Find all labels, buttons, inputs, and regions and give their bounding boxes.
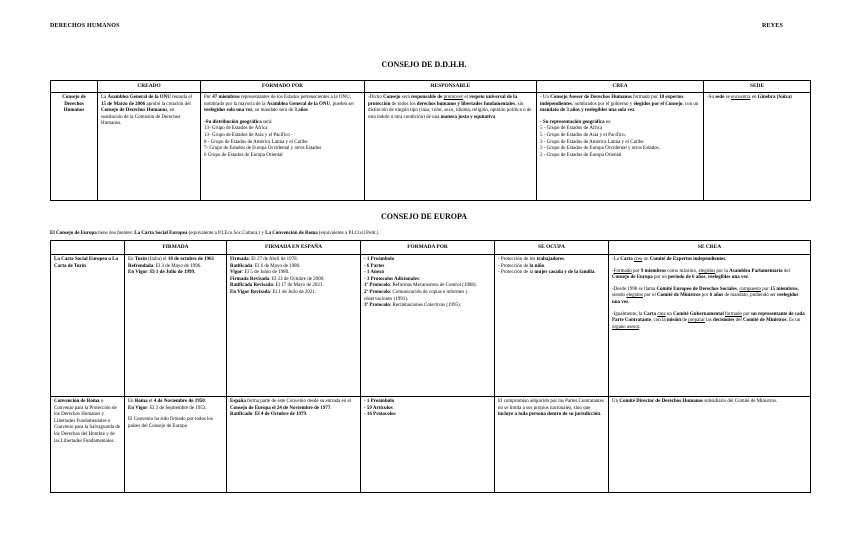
corner-cell: [51, 241, 125, 255]
col-sede: SEDE: [704, 81, 811, 93]
formado-item: 13- Grupo de Estados de Asia y el Pacífico -: [204, 132, 293, 138]
convencion-roma-row: [51, 397, 811, 493]
section1-title: CONSEJO DE D.D.H.H.: [381, 60, 467, 69]
creado-cell: La Asamblea General de la ONU reunida el 15 de Marzo de 2006 aprobó la creación del Consejo de Derechos Humanos, en sustitución de la Comisión de Derechos Humanos.: [98, 93, 201, 201]
formado-item: 8 - Grupo de Estados de América Latina y el Caribe: [204, 139, 308, 145]
sede-cell: -Su sede se encuentra en Ginebra (Suiza): [704, 93, 811, 201]
row-label: Consejo de Derechos Humanos: [51, 93, 98, 201]
corner-cell: [51, 81, 98, 93]
header-right: REYES: [762, 23, 784, 29]
espana-cell: España forma parte de este Convenio desde su entrada en el Consejo de Europa el 24 de Noviembre de 1977. Ratificado: El 4 de Octubre de 1979.: [227, 397, 361, 493]
crea-item: 3 - Grupo de Estados de Europa Occidental y otros Estados.: [540, 146, 660, 152]
crea-item: 2 - Grupo de Estados de Europa Oriental: [540, 152, 622, 158]
crea-item: 5 - Grupo de Estados de África: [540, 126, 603, 132]
ddhh-row: [51, 93, 811, 201]
row-label: Convención de Roma o Convenio para la Protección de los Derechos Humanos y Libertades Fundamentales o Convenio para la Salvaguarda de los Derechos del Hombre y de las Libertades Fundamentales.: [51, 397, 125, 493]
firmada-cell: En Turín (Italia) el 18 de octubre de 1961 Refrendada: El 3 de Mayo de 1996. En Vigor: El 1 de Julio de 1999.: [125, 255, 227, 397]
col-firmada: FIRMADA: [125, 241, 227, 255]
formada-cell: - 1 Preámbulo - 6 Partes - 1 Anexo - 3 Protocolos Adicionales: 1º Protocolo: Reformas Mecanismos de Control (1988). 2º Protocolo: Comunicación de copias e informes y observaciones (1991). 3º Protocolo: Reclamaciones Colectivas (1995).: [361, 255, 495, 397]
col-responsable: RESPONSABLE: [365, 81, 537, 93]
header-left: DERECHOS HUMANOS: [50, 23, 120, 29]
ddhh-table: [50, 80, 811, 201]
se-crea-cell: Un Comité Director de Derechos Humanos subsidiario del Comité de Ministros.: [609, 397, 811, 493]
col-creado: CREADO: [98, 81, 201, 93]
europa-header-row: [51, 241, 811, 255]
crea-item: 3 - Grupo de Estados de América Latina y el Caribe: [540, 139, 644, 145]
col-crea: CREA: [537, 81, 704, 93]
row-label: La Carta Social Europea o La Carta de Turín: [51, 255, 125, 397]
crea-item: 5 - Grupo de Estados de Asia y el Pacífico.: [540, 132, 626, 138]
firmada-cell: En Roma el 4 de Noviembre de 1950. En Vigor: El 3 de Septiembre de 1953. El Convenio ha sido firmado por todos los países del Consejo de Europa: [125, 397, 227, 493]
formado-item: 13- Grupo de Estados de África: [204, 126, 268, 132]
formado-item: 7- Grupo de Estados de Europa Occidental y otros Estados: [204, 146, 322, 152]
col-se-crea: SE CREA: [609, 241, 811, 255]
ddhh-header-row: [51, 81, 811, 93]
se-crea-cell: -La Carta crea un Comité de Expertos independientes. -Formado por 9 miembros como máximo, elegidos por la Asamblea Parlamentaria del Consejo de Europa por un período de 6 años, reelegibles una vez. -Desde 1998 se llama Comité Europeo de Derechos Sociales, compuesto por 15 miembros, siendo elegidos por el Comité de Ministros por 6 años de mandato, pudiendo ser reelegidos una vez. -Igualmente, la Carta crea un Comité Gubernamental formado por un representante de cada Parte Contratante, con la misión de preparar las decisiones del Comité de Ministros. Es un órgano asesor.: [609, 255, 811, 397]
responsable-cell: -Dicho Consejo será responsable de promover el respeto universal de la protección de todos los derechos humanos y libertades fundamentales, sin distinción de ningún tipo (raza, color, sexo, idioma, religión, opinión política o de otra índole u otra condición) de una manera justa y equitativa: [365, 93, 537, 201]
ocupa-cell: El compromiso adquirido por las Partes Contratantes no se limita a sus propios nacionales, sino que incluye a toda persona dentro de su jurisdicción.: [495, 397, 609, 493]
col-formado-por: FORMADO POR: [201, 81, 365, 93]
col-firmada-espana: FIRMADA EN ESPAÑA: [227, 241, 361, 255]
carta-social-row: [51, 255, 811, 397]
ocupa-cell: - Protección de los trabajadores. - Protección de la niño. - Protección de la mujer casada y de la familia.: [495, 255, 609, 397]
crea-cell: - Un Consejo Asesor de Derechos Humanos formado por 18 expertos independientes, nombrados por el gobierno y elegidos por el Consejo, con un mandato de 3 años y reelegibles una sola vez. - Su representación geográfica es: 5 - Grupo de Estados de África 5 - Grupo de Estados de Asia y el Pacífico. 3 - Grupo de Estados de América Latina y el Caribe 3 - Grupo de Estados de Europa Occidental y otros Estados. 2 - Grupo de Estados de Europa Oriental: [537, 93, 704, 201]
section2-title: CONSEJO DE EUROPA: [380, 212, 468, 221]
espana-cell: Firmada: El 27 de Abril de 1978. Ratificada: El 6 de Mayo de 1980. Vigor: El 5 de Junio de 1980. Firmada Revisada: El 23 de Octubre de 2000. Ratificada Revisada: El 17 de Mayo de 2021. En Vigor Revisada: El 1 de Julio de 2021.: [227, 255, 361, 397]
section2-intro: El Consejo de Europa tiene dos fuentes: La Carta Social Europea (equivalente a P.I.Eco.Soc.Cultura.) y La Convención de Roma (equivalente a P.I.Civil.Polít.): [50, 231, 379, 236]
formada-cell: - 1 Preámbulo - 59 Artículos. - 16 Protocolos: [361, 397, 495, 493]
col-se-ocupa: SE OCUPA: [495, 241, 609, 255]
formado-cell: Por 47 miembros representantes de los Estados pertenecientes a la ONU, nombrado por la mayoría de la Asamblea General de la ONU, pueden ser reelegidos solo una vez, su mandato será de 3 años -Su distribución geográfica será: 13- Grupo de Estados de África 13- Grupo de Estados de Asia y el Pacífico - 8 - Grupo de Estados de América Latina y el Caribe 7- Grupo de Estados de Europa Occidental y otros Estados 6 Grupo de Estados de Europa Oriental: [201, 93, 365, 201]
formado-item: 6 Grupo de Estados de Europa Oriental: [204, 152, 283, 158]
col-formada-por: FORMADA POR: [361, 241, 495, 255]
europa-table: [50, 240, 811, 493]
